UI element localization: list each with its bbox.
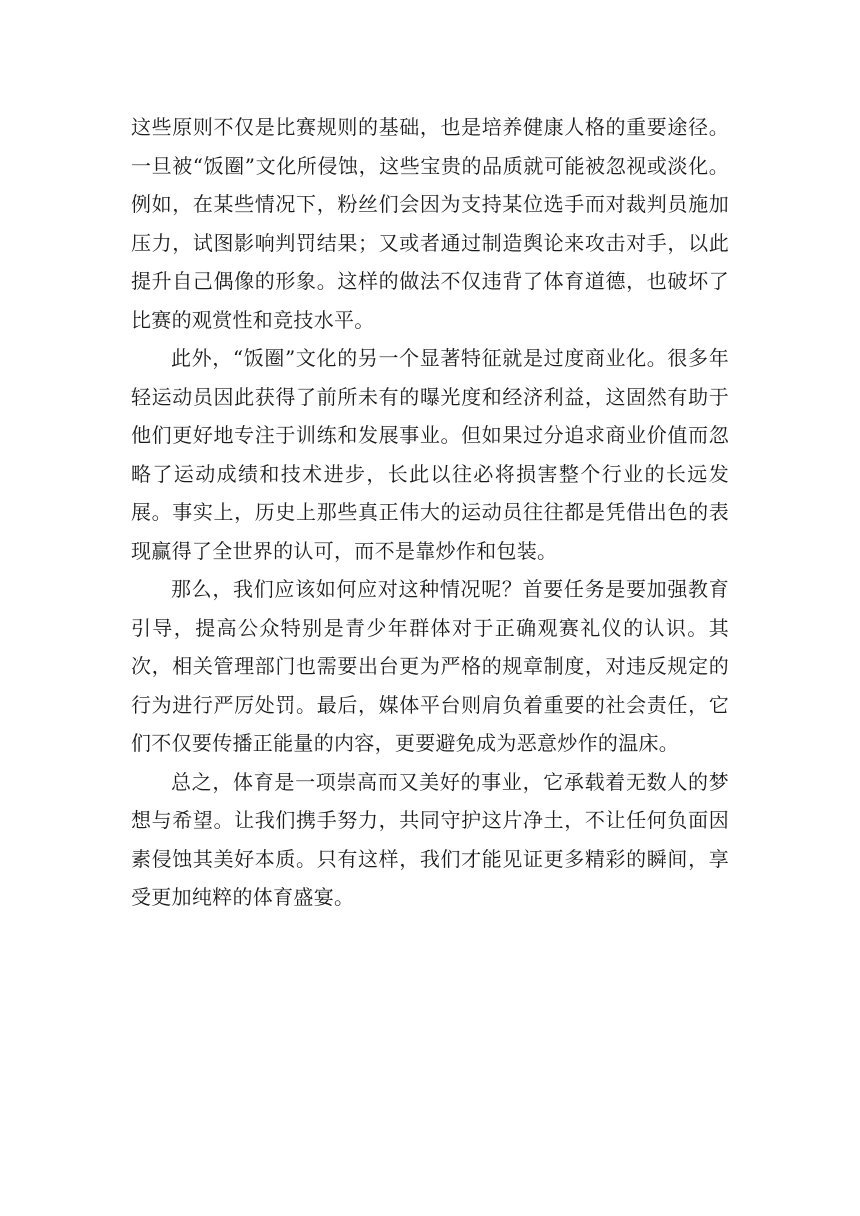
- paragraph-countermeasures: 那么，我们应该如何应对这种情况呢？首要任务是要加强教育引导，提高公众特别是青少年群体对于正确观赛礼仪的认识。其次，相关管理部门也需要出台更为严格的规章制度，对违反规定的行为进行严厉处罚。最后，媒体平台则肩负着重要的社会责任，它们不仅要传播正能量的内容，更要避免成为恶意炒作的温床。: [131, 577, 729, 755]
- paragraph-commercialization: 此外，“饭圈”文化的另一个显著特征就是过度商业化。很多年轻运动员因此获得了前所未有的曝光度和经济利益，这固然有助于他们更好地专注于训练和发展事业。但如果过分追求商业价值而忽略了运动成绩和技术进步，长此以往必将损害整个行业的长远发展。事实上，历史上那些真正伟大的运动员往往都是凭借出色的表现赢得了全世界的认可，而不是靠炒作和包装。: [131, 346, 729, 563]
- document-body: [131, 108, 729, 917]
- paragraph-conclusion: 总之，体育是一项崇高而又美好的事业，它承载着无数人的梦想与希望。让我们携手努力，共同守护这片净土，不让任何负面因素侵蚀其美好本质。只有这样，我们才能见证更多精彩的瞬间，享受更加纯粹的体育盛宴。: [131, 769, 729, 909]
- paragraph-continuation: 这些原则不仅是比赛规则的基础，也是培养健康人格的重要途径。一旦被“饭圈”文化所侵蚀，这些宝贵的品质就可能被忽视或淡化。例如，在某些情况下，粉丝们会因为支持某位选手而对裁判员施加压力，试图影响判罚结果；又或者通过制造舆论来攻击对手，以此提升自己偶像的形象。这样的做法不仅违背了体育道德，也破坏了比赛的观赏性和竞技水平。: [131, 115, 729, 332]
